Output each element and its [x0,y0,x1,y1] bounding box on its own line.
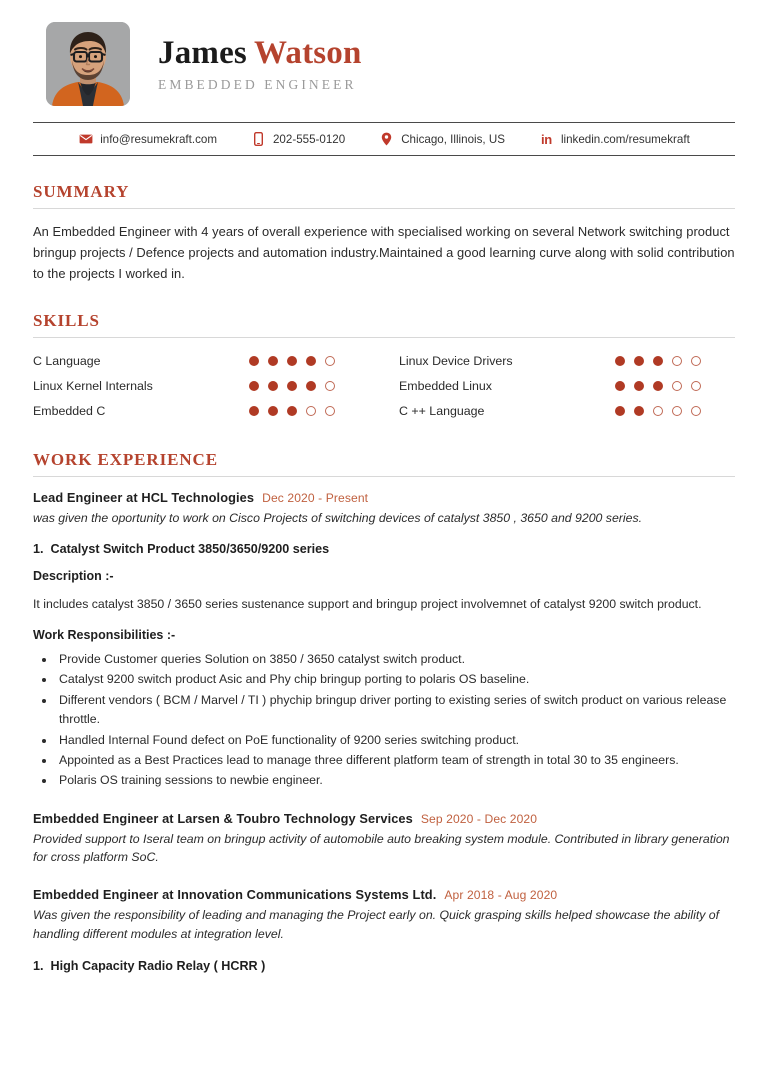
contact-linkedin-text: linkedin.com/resumekraft [560,132,690,146]
rating-dot-filled [306,356,316,366]
location-pin-icon [379,132,394,146]
contact-location[interactable] [379,132,505,146]
rating-dot-filled [615,356,625,366]
rating-dot-empty [653,406,663,416]
skill-row [33,374,369,399]
rating-dot-filled [287,356,297,366]
job-entry [33,811,735,867]
contact-email[interactable] [78,132,217,146]
responsibility-item: • Handled Internal Found defect on PoE functionality of 9200 series switching product. [56,731,735,750]
project-name: Catalyst Switch Product 3850/3650/9200 series [50,542,330,557]
rating-dot-empty [672,381,682,391]
avatar [46,22,130,106]
project-title [33,959,735,973]
work-rule [33,476,735,477]
rating-dot-filled [306,381,316,391]
skill-rating-dots [615,356,701,366]
skill-name: C Language [33,354,101,369]
rating-dot-filled [653,381,663,391]
linkedin-icon: in [541,131,552,147]
rating-dot-empty [325,381,335,391]
rating-dot-empty [691,356,701,366]
responsibility-item: • Appointed as a Best Practices lead to manage three different platform team of strength in total 30 to 35 engineers. [56,751,735,770]
contact-linkedin[interactable] [539,132,690,146]
project-number: 1. [33,958,44,973]
rating-dot-filled [615,381,625,391]
job-header [33,887,735,902]
rating-dot-filled [634,381,644,391]
skill-rating-dots [615,406,701,416]
contact-email-text: info@resumekraft.com [100,132,217,146]
section-skills [33,311,735,424]
section-work-experience [33,450,735,973]
responsibility-item: • Provide Customer queries Solution on 3850 / 3650 catalyst switch product. [56,650,735,669]
rating-dot-filled [268,381,278,391]
header-job-title: EMBEDDED ENGINEER [158,77,357,93]
rating-dot-filled [249,356,259,366]
job-entry [33,490,735,791]
rating-dot-filled [653,356,663,366]
skill-row [399,399,735,424]
skill-row [33,349,369,374]
job-role-company: Embedded Engineer at Larsen & Toubro Technology Services [33,810,413,826]
description-label: Description :- [33,569,114,584]
skill-rating-dots [615,381,701,391]
project-number: 1. [33,542,44,557]
rating-dot-filled [249,381,259,391]
skill-name: Embedded Linux [399,379,492,394]
first-name: James [158,34,247,71]
skills-grid [33,349,735,424]
name-block [158,35,362,94]
responsibility-item: • Polaris OS training sessions to newbie engineer. [56,771,735,790]
skill-name: C ++ Language [399,404,485,419]
summary-title: SUMMARY [33,182,130,201]
description-text: It includes catalyst 3850 / 3650 series sustenance support and bringup project involvemnet of catalyst 9200 switch product. [33,597,702,612]
rating-dot-empty [325,406,335,416]
job-dates: Dec 2020 - Present [262,490,369,505]
last-name: Watson [253,34,362,71]
rating-dot-filled [634,406,644,416]
job-header [33,490,735,505]
rating-dot-empty [691,406,701,416]
rating-dot-filled [268,356,278,366]
rating-dot-filled [615,406,625,416]
contact-location-text: Chicago, Illinois, US [401,132,505,146]
rating-dot-filled [287,406,297,416]
skills-title: SKILLS [33,310,100,330]
rating-dot-filled [249,406,259,416]
skill-name: Embedded C [33,404,106,419]
skill-rating-dots [249,406,335,416]
rating-dot-empty [672,356,682,366]
job-dates: Sep 2020 - Dec 2020 [420,811,538,826]
summary-text: An Embedded Engineer with 4 years of overall experience with specialised working on several Network switching product bringup projects / Defence projects and automation industry.Maintained a good learning curve along with solid contribution to the projects I worked in. [33,224,735,281]
full-name [158,35,362,72]
resume-header [33,0,735,122]
rating-dot-empty [306,406,316,416]
envelope-icon [78,132,93,146]
job-summary: Was given the responsibility of leading and managing the Project early on. Quick grasping skills helped showcase the ability of handling different modules at integration level. [33,908,720,941]
responsibilities-label: Work Responsibilities :- [33,627,176,642]
responsibility-item: • Different vendors ( BCM / Marvel / TI ) phychip bringup driver porting to existing series of switch product on various release throttle. [56,691,735,730]
job-role-company: Embedded Engineer at Innovation Communications Systems Ltd. [33,887,437,903]
skill-row [399,349,735,374]
skills-rule [33,337,735,338]
skill-name: Linux Device Drivers [399,354,513,369]
rating-dot-filled [634,356,644,366]
job-entry [33,887,735,972]
rating-dot-empty [672,406,682,416]
job-summary: was given the oportunity to work on Cisco Projects of switching devices of catalyst 3850 , 3650 and 9200 series. [33,510,643,525]
rating-dot-filled [268,406,278,416]
project-title [33,542,735,556]
contact-phone[interactable] [251,132,345,146]
skill-name: Linux Kernel Internals [33,379,153,394]
contact-bar [33,123,735,155]
header-divider-bottom [33,155,735,156]
summary-rule [33,208,735,209]
phone-icon [251,132,266,146]
responsibility-item: • Catalyst 9200 switch product Asic and Phy chip bringup porting to polaris OS baseline. [56,670,735,689]
work-title: WORK EXPERIENCE [33,449,218,469]
job-summary: Provided support to Iseral team on bringup activity of automobile auto breaking system module. Contributed in library generation for cross platform SoC. [33,831,730,865]
rating-dot-empty [325,356,335,366]
job-role-company: Lead Engineer at HCL Technologies [33,489,255,505]
skill-row [33,399,369,424]
rating-dot-empty [691,381,701,391]
section-summary [33,182,735,285]
skill-rating-dots [249,381,335,391]
contact-phone-text: 202-555-0120 [272,132,346,146]
rating-dot-filled [287,381,297,391]
job-dates: Apr 2018 - Aug 2020 [444,888,558,903]
skill-rating-dots [249,356,335,366]
job-list [33,490,735,973]
skill-row [399,374,735,399]
job-header [33,811,735,826]
project-name: High Capacity Radio Relay ( HCRR ) [50,958,266,973]
responsibility-list [33,650,735,791]
